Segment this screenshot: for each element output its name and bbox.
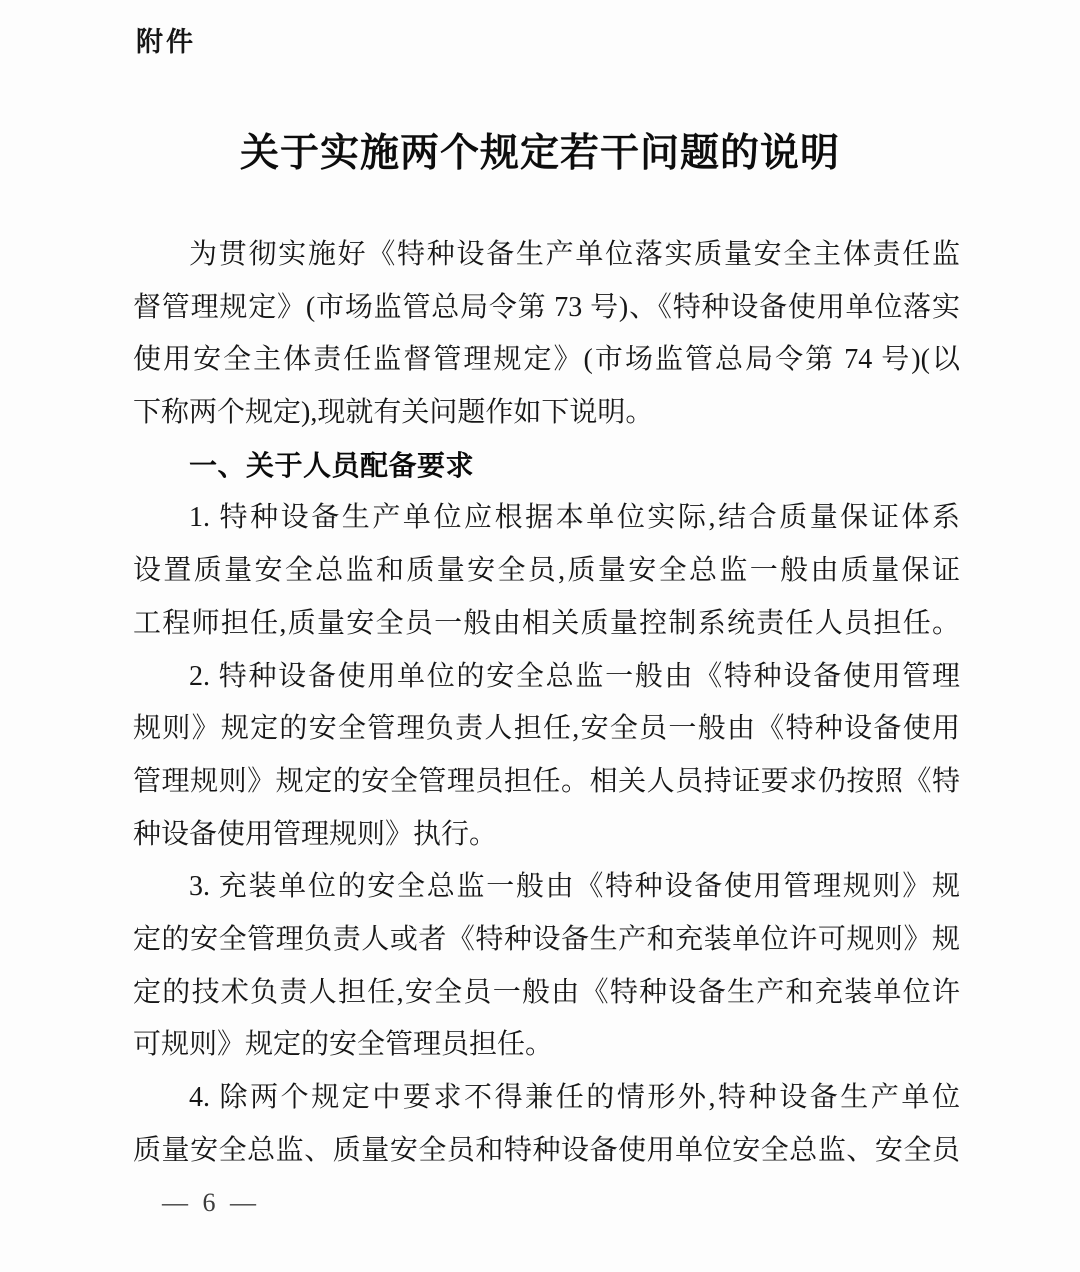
page-number: — 6 — xyxy=(162,1188,260,1217)
item3-line-1: 3. 充装单位的安全总监一般由《特种设备使用管理规则》规 xyxy=(189,871,960,903)
item2-line-1: 2. 特种设备使用单位的安全总监一般由《特种设备使用管理 xyxy=(189,660,960,692)
item1-line-2: 设置质量安全总监和质量安全员,质量安全总监一般由质量保证 xyxy=(133,555,960,587)
item2-line-2: 规则》规定的安全管理负责人担任,安全员一般由《特种设备使用 xyxy=(133,713,960,745)
item2-line-3: 管理规则》规定的安全管理员担任。相关人员持证要求仍按照《特 xyxy=(133,765,960,797)
item2-line-4: 种设备使用管理规则》执行。 xyxy=(133,818,498,850)
item4-line-2: 质量安全总监、质量安全员和特种设备使用单位安全总监、安全员 xyxy=(133,1134,960,1166)
intro-line-3: 使用安全主体责任监督管理规定》(市场监管总局令第 74 号)(以 xyxy=(133,344,960,376)
document-body xyxy=(133,229,960,1177)
item1-line-3: 工程师担任,质量安全员一般由相关质量控制系统责任人员担任。 xyxy=(133,607,960,639)
intro-line-4: 下称两个规定),现就有关问题作如下说明。 xyxy=(133,397,654,429)
document-title: 关于实施两个规定若干问题的说明 xyxy=(239,132,840,175)
item3-line-2: 定的安全管理负责人或者《特种设备生产和充装单位许可规则》规 xyxy=(133,923,960,955)
item3-line-4: 可规则》规定的安全管理员担任。 xyxy=(133,1029,554,1061)
item3-line-3: 定的技术负责人担任,安全员一般由《特种设备生产和充装单位许 xyxy=(133,976,960,1008)
item4-line-1: 4. 除两个规定中要求不得兼任的情形外,特种设备生产单位 xyxy=(189,1082,960,1113)
attachment-label: 附件 xyxy=(136,27,196,57)
intro-line-1: 为贯彻实施好《特种设备生产单位落实质量安全主体责任监 xyxy=(189,239,960,270)
intro-line-2: 督管理规定》(市场监管总局令第 73 号)、《特种设备使用单位落实 xyxy=(133,291,960,323)
section-heading: 一、关于人员配备要求 xyxy=(189,449,475,481)
item1-line-1: 1. 特种设备生产单位应根据本单位实际,结合质量保证体系 xyxy=(189,502,960,534)
